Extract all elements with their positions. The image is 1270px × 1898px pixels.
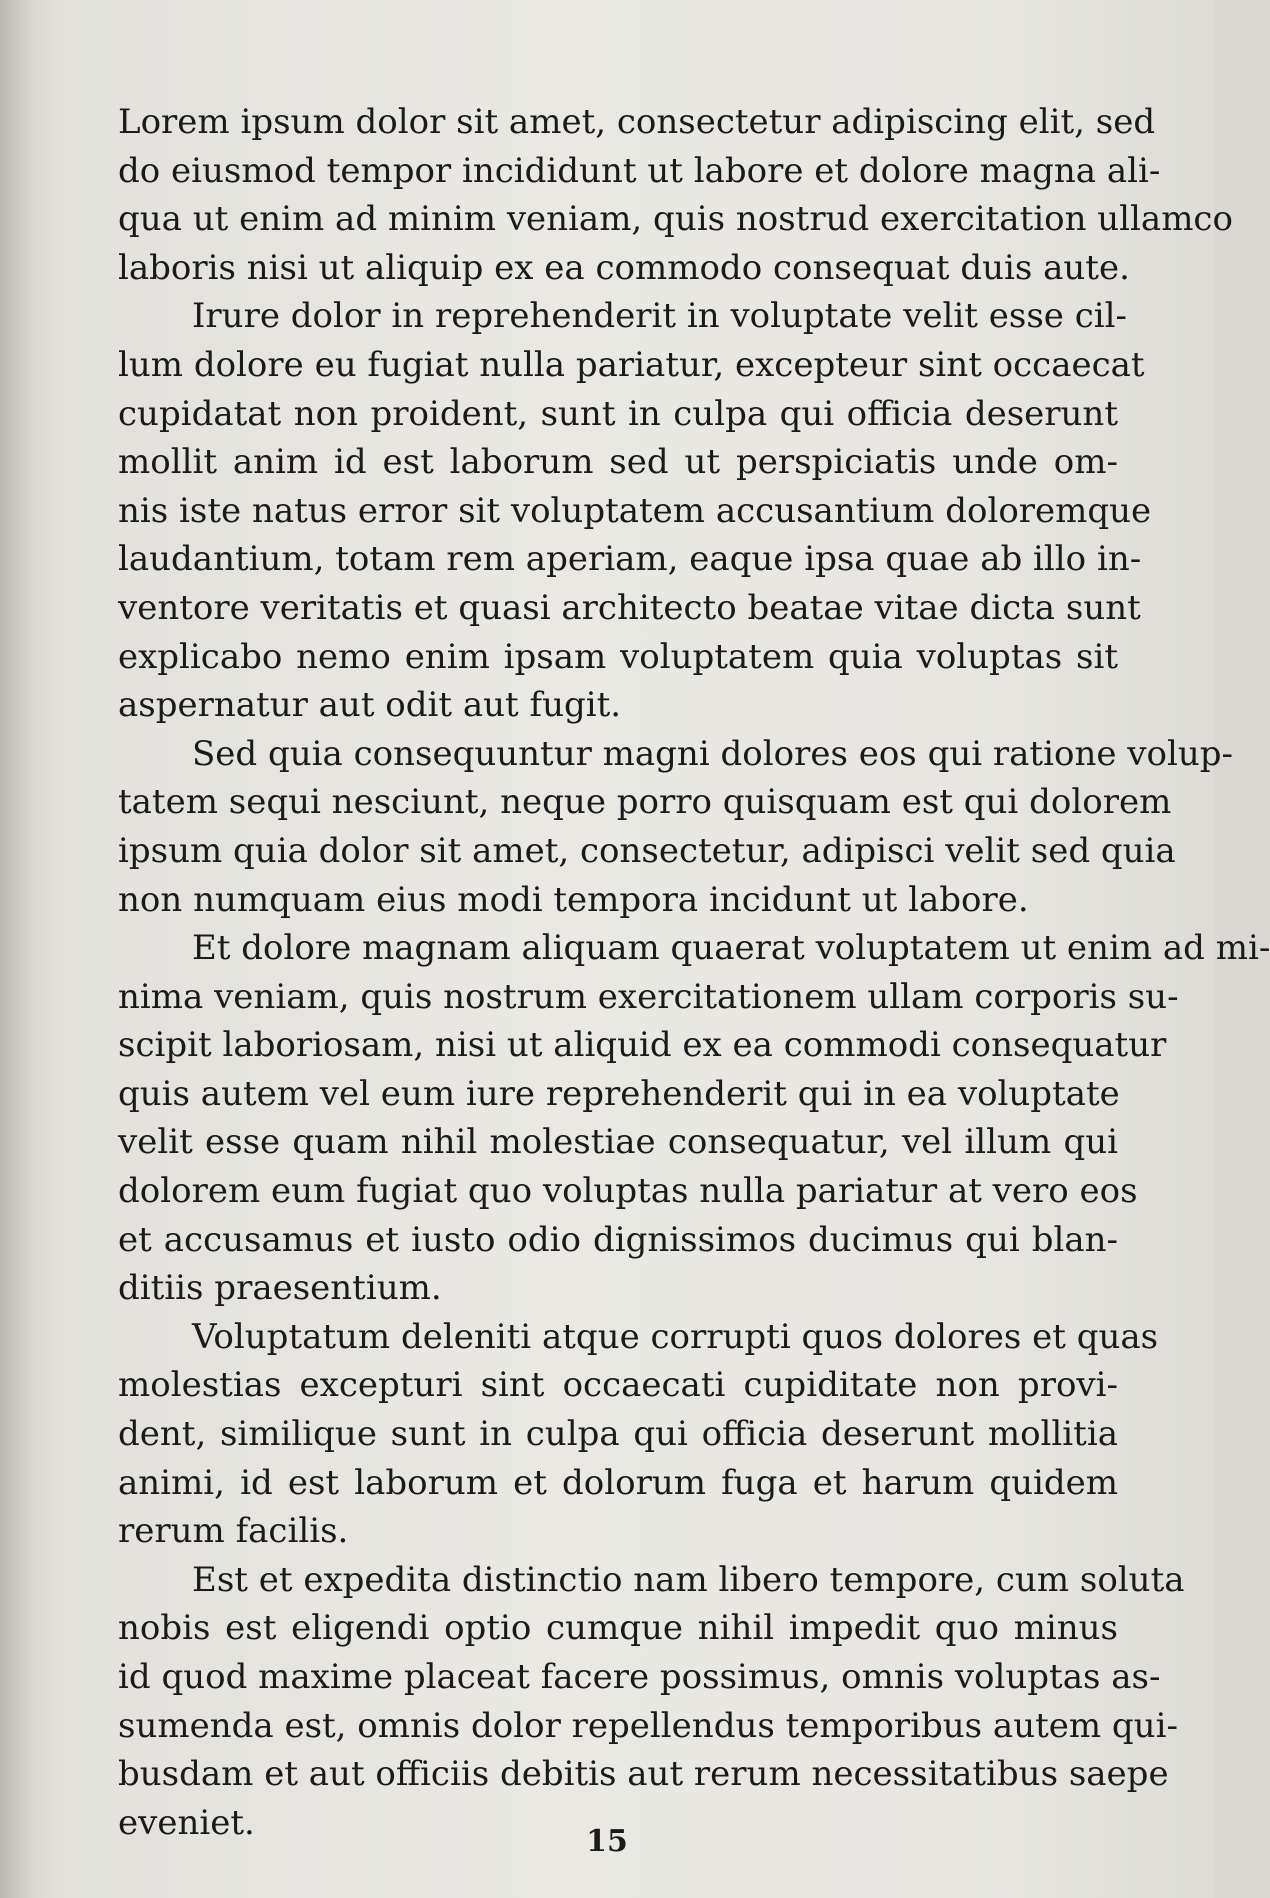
text-line: Lorem ipsum dolor sit amet, consectetur adipiscing elit, sed	[118, 102, 1156, 142]
text-line: et accusamus et iusto odio dignissimos ducimus qui blan-	[118, 1219, 1118, 1260]
paragraph	[118, 1313, 1159, 1556]
text-line: laboris nisi ut aliquip ex ea commodo consequat duis aute.	[118, 247, 1130, 288]
text-line: dent, similique sunt in culpa qui officia deserunt mollitia	[118, 1414, 1118, 1455]
page-gutter-shadow	[0, 0, 34, 1898]
paragraph	[118, 292, 1152, 729]
text-line: eveniet.	[118, 1802, 255, 1843]
text-line: Et dolore magnam aliquam quaerat voluptatem ut enim ad mi-	[192, 928, 1270, 969]
text-line: mollit anim id est laborum sed ut perspiciatis unde om-	[118, 442, 1118, 483]
paragraph	[118, 730, 1233, 924]
text-line: ventore veritatis et quasi architecto beatae vitae dicta sunt	[118, 587, 1141, 628]
text-line: busdam et aut officiis debitis aut rerum necessitatibus saepe	[118, 1754, 1169, 1795]
text-line: explicabo nemo enim ipsam voluptatem quia voluptas sit	[118, 636, 1118, 677]
text-line: non numquam eius modi tempora incidunt ut labore.	[118, 879, 1029, 920]
text-line: do eiusmod tempor incididunt ut labore et dolore magna ali-	[118, 150, 1161, 191]
text-line: ipsum quia dolor sit amet, consectetur, adipisci velit sed quia	[118, 830, 1176, 871]
page-number: 15	[586, 1824, 628, 1859]
paragraph	[118, 1556, 1185, 1848]
text-line: Sed quia consequuntur magni dolores eos qui ratione volup-	[192, 733, 1233, 774]
text-line: tatem sequi nesciunt, neque porro quisquam est qui dolorem	[118, 782, 1172, 823]
text-line: animi, id est laborum et dolorum fuga et harum quidem	[118, 1462, 1118, 1503]
text-line: qua ut enim ad minim veniam, quis nostrud exercitation ullamco	[118, 199, 1233, 240]
text-line: velit esse quam nihil molestiae consequatur, vel illum qui	[118, 1122, 1118, 1163]
text-line: aspernatur aut odit aut fugit.	[118, 685, 622, 726]
text-line: Irure dolor in reprehenderit in voluptate velit esse cil-	[192, 296, 1127, 337]
text-line: nis iste natus error sit voluptatem accusantium doloremque	[118, 490, 1152, 531]
text-line: sumenda est, omnis dolor repellendus temporibus autem qui-	[118, 1705, 1178, 1746]
text-line: ditiis praesentium.	[118, 1268, 442, 1309]
text-line: lum dolore eu fugiat nulla pariatur, excepteur sint occaecat	[118, 344, 1145, 385]
text-line: quis autem vel eum iure reprehenderit qui in ea voluptate	[118, 1073, 1120, 1114]
text-line: molestias excepturi sint occaecati cupiditate non provi-	[118, 1365, 1118, 1406]
paragraph	[118, 98, 1233, 292]
text-line: dolorem eum fugiat quo voluptas nulla pariatur at vero eos	[118, 1171, 1138, 1212]
text-line: Voluptatum deleniti atque corrupti quos dolores et quas	[192, 1316, 1159, 1357]
text-line: rerum facilis.	[118, 1511, 349, 1552]
text-line: Est et expedita distinctio nam libero tempore, cum soluta	[192, 1559, 1185, 1600]
text-line: laudantium, totam rem aperiam, eaque ipsa quae ab illo in-	[118, 539, 1142, 580]
body-text	[118, 98, 1270, 1847]
text-line: scipit laboriosam, nisi ut aliquid ex ea commodi consequatur	[118, 1025, 1167, 1066]
text-line: id quod maxime placeat facere possimus, omnis voluptas as-	[118, 1657, 1161, 1697]
text-line: cupidatat non proident, sunt in culpa qui officia deserunt	[118, 393, 1118, 434]
text-line: nobis est eligendi optio cumque nihil impedit quo minus	[118, 1608, 1118, 1649]
paragraph	[118, 924, 1270, 1313]
text-line: nima veniam, quis nostrum exercitationem ullam corporis su-	[118, 976, 1179, 1017]
